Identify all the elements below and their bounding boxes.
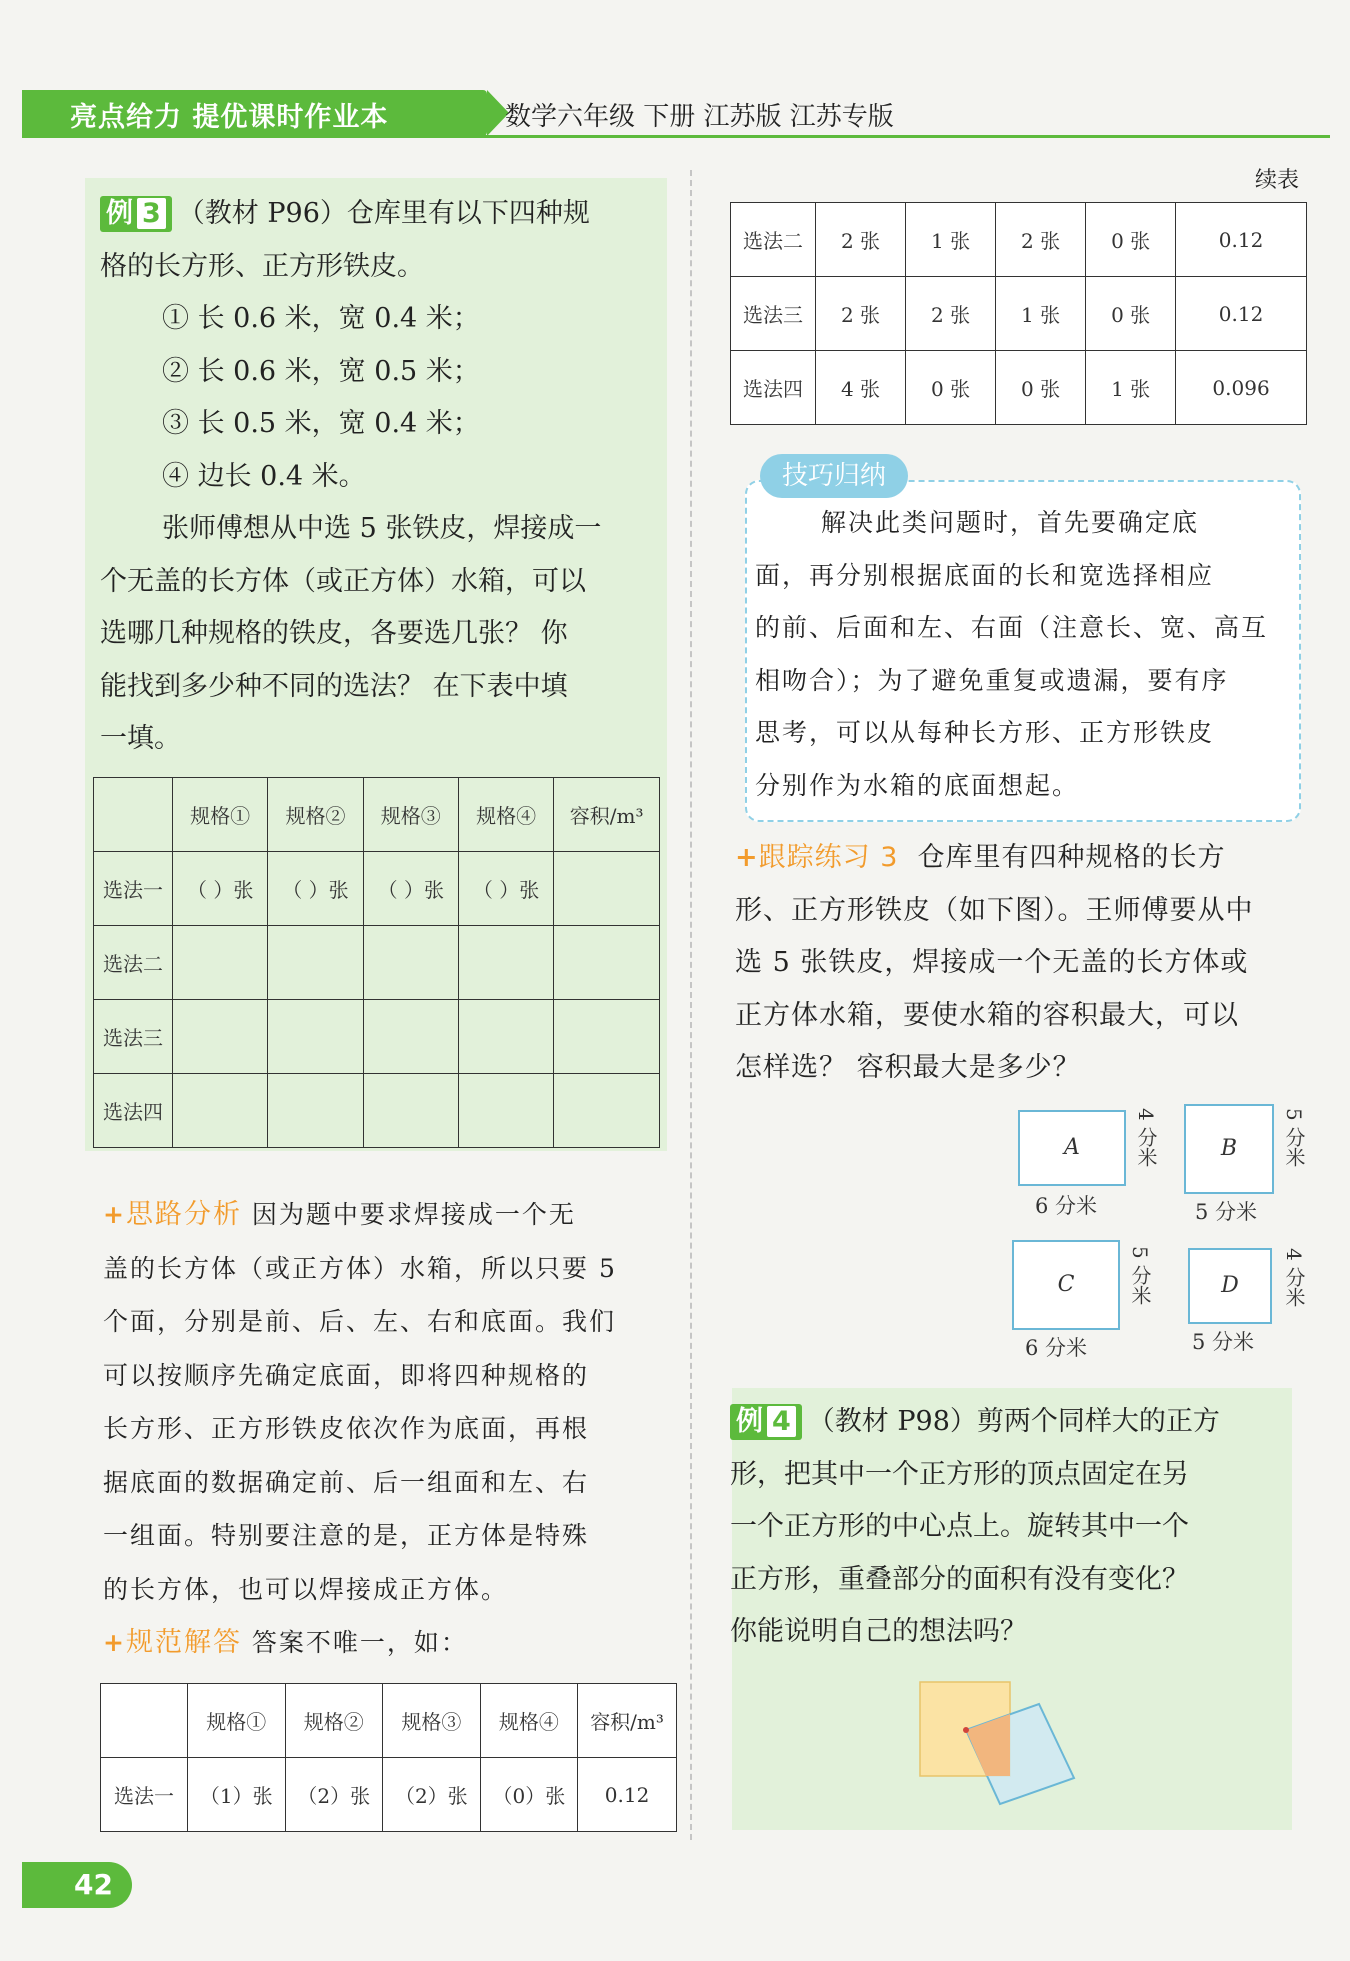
blank-count-cell[interactable]: （ ）张: [458, 852, 553, 926]
shape-d-height: 4 分米: [1282, 1248, 1306, 1308]
analysis-line-0: +思路分析 因为题中要求焊接成一个无: [103, 1199, 576, 1230]
shape-d-width: 5 分米: [1192, 1330, 1255, 1354]
header-rule: [22, 135, 1330, 138]
spec-1: ① 长 0.6 米，宽 0.4 米；: [162, 303, 480, 334]
practice3-line-2: 选 5 张铁皮，焊接成一个无盖的长方体或: [735, 947, 1249, 978]
answer-table: [100, 1683, 677, 1832]
table3-cell: 0.096: [1176, 351, 1307, 425]
table1-header: 规格④: [458, 778, 553, 852]
practice3-line-0: +跟踪练习 3 仓库里有四种规格的长方: [735, 842, 1226, 873]
shape-c-height: 5 分米: [1128, 1246, 1152, 1306]
table1-header: 规格②: [268, 778, 363, 852]
shape-a: A: [1018, 1110, 1126, 1186]
table2-header: 规格①: [188, 1684, 286, 1758]
table3-cell: 4 张: [816, 351, 906, 425]
example3-line-8: 选哪几种规格的铁皮，各要选几张？ 你: [100, 618, 568, 649]
example3-line-9: 能找到多少种不同的选法？ 在下表中填: [100, 670, 568, 702]
example3-tag: 例 3: [100, 196, 172, 232]
table3-row-label: 选法三: [731, 277, 816, 351]
blank-count-cell[interactable]: （ ）张: [173, 852, 268, 926]
table3-cell: 0 张: [906, 351, 996, 425]
example3-line-1: 格的长方形、正方形铁皮。: [100, 250, 424, 282]
continued-table: [730, 202, 1307, 425]
analysis-label: 思路分析: [125, 1199, 242, 1230]
page-number: 42: [22, 1862, 132, 1908]
table3-cell: 2 张: [996, 203, 1086, 277]
blank-cell[interactable]: [268, 1074, 363, 1148]
tip-line-2: 的前、后面和左、右面（注意长、宽、高互: [755, 613, 1269, 642]
blank-cell[interactable]: [363, 1074, 458, 1148]
table3-row-label: 选法四: [731, 351, 816, 425]
blank-volume-cell[interactable]: [554, 852, 660, 926]
example3-line-7: 个无盖的长方体（或正方体）水箱，可以: [100, 565, 586, 597]
tip-title: 技巧归纳: [760, 454, 908, 498]
blank-cell[interactable]: [458, 926, 553, 1000]
center-point: [963, 1727, 969, 1733]
table2-row-label: 选法一: [101, 1758, 188, 1832]
spec-2: ② 长 0.6 米，宽 0.5 米；: [162, 355, 480, 387]
blank-cell[interactable]: [363, 1000, 458, 1074]
example4-line-0: 例 4 （教材 P98）剪两个同样大的正方: [730, 1396, 1295, 1449]
shape-b-height: 5 分米: [1282, 1108, 1306, 1168]
table1-header: 容积/m³: [554, 778, 660, 852]
table1-row-label: 选法二: [94, 926, 173, 1000]
table3-cell: 1 张: [906, 203, 996, 277]
example4-tag: 例 4: [730, 1404, 802, 1440]
blank-cell[interactable]: [554, 1000, 660, 1074]
shape-c-width: 6 分米: [1025, 1336, 1088, 1360]
tip-line-3: 相吻合）；为了避免重复或遗漏，要有序: [755, 665, 1229, 695]
header-title: 亮点给力 提优课时作业本: [70, 102, 389, 133]
continued-label: 续表: [1255, 168, 1300, 193]
table1-row-label: 选法四: [94, 1074, 173, 1148]
tip-line-4: 思考，可以从每种长方形、正方形铁皮: [755, 718, 1215, 747]
table1-corner: [94, 778, 173, 852]
blank-cell[interactable]: [268, 1000, 363, 1074]
blank-cell[interactable]: [554, 926, 660, 1000]
table2-header: 规格②: [285, 1684, 383, 1758]
blank-cell[interactable]: [458, 1074, 553, 1148]
spec-4: ④ 边长 0.4 米。: [162, 460, 366, 492]
blank-cell[interactable]: [363, 926, 458, 1000]
example4-line-2: 一个正方形的中心点上。旋转其中一个: [730, 1511, 1189, 1542]
practice3-label: 跟踪练习 3: [758, 842, 899, 873]
analysis-line-5: 据底面的数据确定前、后一组面和左、右: [103, 1467, 590, 1497]
table2-cell: （0）张: [480, 1758, 578, 1832]
tip-line-1: 面，再分别根据底面的长和宽选择相应: [755, 560, 1215, 590]
blank-cell[interactable]: [173, 1074, 268, 1148]
blank-cell[interactable]: [458, 1000, 553, 1074]
table2-header: 规格③: [383, 1684, 481, 1758]
table3-cell: 0 张: [996, 351, 1086, 425]
blank-cell[interactable]: [554, 1074, 660, 1148]
header-subtitle: 数学六年级 下册 江苏版 江苏专版: [505, 102, 894, 132]
tip-text: [755, 497, 1290, 812]
analysis-line-3: 可以按顺序先确定底面，即将四种规格的: [103, 1360, 590, 1390]
table3-cell: 1 张: [1086, 351, 1176, 425]
example3-line-0: 例 3 （教材 P96）仓库里有以下四种规: [100, 188, 660, 241]
example3-text: [100, 188, 660, 766]
table3-row-label: 选法二: [731, 203, 816, 277]
blank-count-cell[interactable]: （ ）张: [363, 852, 458, 926]
spec-3: ③ 长 0.5 米，宽 0.4 米；: [162, 408, 480, 439]
practice3-text: [735, 832, 1305, 1095]
table3-cell: 0.12: [1176, 277, 1307, 351]
table2-header: 规格④: [480, 1684, 578, 1758]
table1-row-label: 选法一: [94, 852, 173, 926]
example4-line-4: 你能说明自己的想法吗？: [730, 1616, 1027, 1647]
table1-header: 规格③: [363, 778, 458, 852]
blank-cell[interactable]: [173, 926, 268, 1000]
table3-cell: 0.12: [1176, 203, 1307, 277]
tip-line-5: 分别作为水箱的底面想起。: [755, 770, 1080, 800]
table2-corner: [101, 1684, 188, 1758]
analysis-line-2: 个面，分别是前、后、左、右和底面。我们: [103, 1307, 617, 1336]
analysis-line-4: 长方形、正方形铁皮依次作为底面，再根: [103, 1414, 590, 1443]
practice3-line-3: 正方体水箱，要使水箱的容积最大，可以: [735, 999, 1239, 1031]
table3-cell: 1 张: [996, 277, 1086, 351]
analysis-line-7: 的长方体，也可以焊接成正方体。: [103, 1574, 509, 1604]
shape-a-width: 6 分米: [1035, 1194, 1098, 1218]
blank-cell[interactable]: [173, 1000, 268, 1074]
tip-line-0: 解决此类问题时，首先要确定底: [821, 508, 1200, 537]
table2-header: 容积/m³: [578, 1684, 677, 1758]
analysis-line-1: 盖的长方体（或正方体）水箱，所以只要 5: [103, 1253, 617, 1283]
shape-d: D: [1188, 1248, 1272, 1324]
table2-cell: （1）张: [188, 1758, 286, 1832]
table3-cell: 2 张: [816, 277, 906, 351]
practice3-line-1: 形、正方形铁皮（如下图）。王师傅要从中: [735, 894, 1254, 926]
table3-cell: 2 张: [816, 203, 906, 277]
table3-cell: 0 张: [1086, 203, 1176, 277]
example3-line-10: 一填。: [100, 723, 181, 754]
table2-cell: 0.12: [578, 1758, 677, 1832]
blank-cell[interactable]: [268, 926, 363, 1000]
example3-line-6: 张师傅想从中选 5 张铁皮，焊接成一: [162, 513, 602, 544]
shape-b: B: [1184, 1104, 1274, 1194]
answer-line: +规范解答 答案不唯一，如：: [103, 1627, 468, 1658]
table3-cell: 0 张: [1086, 277, 1176, 351]
table1-row-label: 选法三: [94, 1000, 173, 1074]
column-divider: [690, 170, 692, 1840]
overlapping-squares-figure: [900, 1670, 1110, 1830]
shape-b-width: 5 分米: [1195, 1200, 1258, 1224]
blank-table: [93, 777, 660, 1148]
blank-count-cell[interactable]: （ ）张: [268, 852, 363, 926]
example4-line-3: 正方形，重叠部分的面积有没有变化？: [730, 1563, 1189, 1595]
table1-header: 规格①: [173, 778, 268, 852]
analysis-line-6: 一组面。特别要注意的是，正方体是特殊: [103, 1521, 590, 1550]
table2-cell: （2）张: [285, 1758, 383, 1832]
answer-label: 规范解答: [125, 1627, 242, 1658]
shape-c: C: [1012, 1240, 1120, 1330]
example4-text: [730, 1396, 1295, 1659]
shape-a-height: 4 分米: [1134, 1108, 1158, 1168]
example4-line-1: 形，把其中一个正方形的顶点固定在另: [730, 1458, 1189, 1490]
table3-cell: 2 张: [906, 277, 996, 351]
practice3-line-4: 怎样选？ 容积最大是多少？: [735, 1052, 1081, 1083]
table2-cell: （2）张: [383, 1758, 481, 1832]
analysis-text: [103, 1188, 678, 1670]
